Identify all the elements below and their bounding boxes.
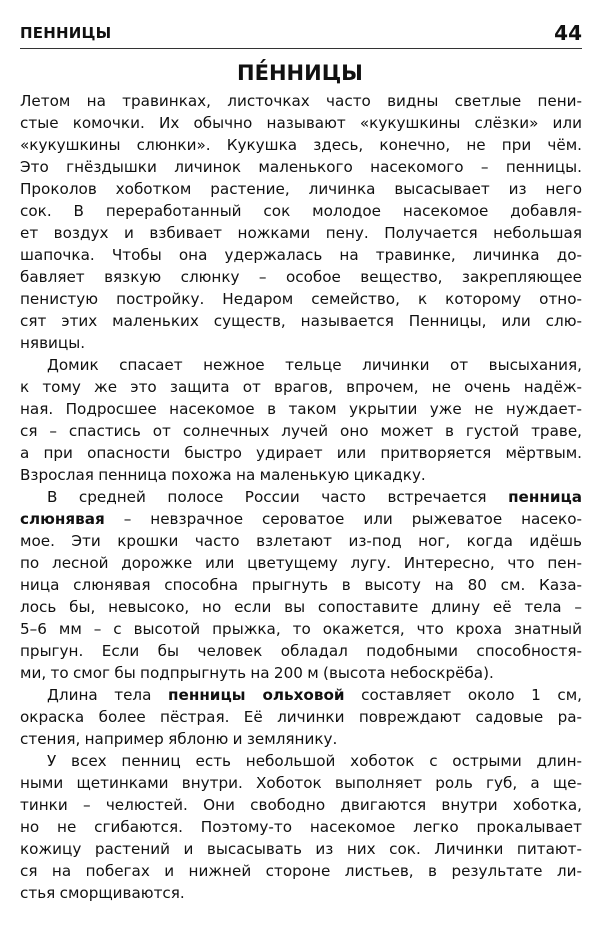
text-line [20,442,582,464]
text-line [20,706,582,728]
text-segment: пенистую постройку. Недаром семейство, к которому отно- [20,290,582,308]
text-segment: шапочка. Чтобы она удержалась на травинке, личинка до- [20,246,582,264]
text-line [20,90,582,112]
text-segment: бавляет вязкую слюнку – особое вещество, закрепляющее [20,268,582,286]
text-line [20,838,582,860]
text-line [20,794,582,816]
running-header [20,18,582,49]
text-segment: окраска более пёстрая. Её личинки повреждают садовые ра- [20,708,582,726]
paragraph [20,750,582,904]
article-title: ПЕ́ННИЦЫ [237,61,363,85]
text-segment: прыгун. Если бы человек обладал подобными способностя- [20,642,582,660]
bold-term: пенница [508,488,582,506]
bold-term: слюнявая [20,510,105,528]
article-body [20,90,582,904]
text-line [20,332,582,354]
text-segment: «кукушкины слюнки». Кукушка здесь, конечно, не при чём. [20,136,582,154]
text-line [20,552,582,574]
page-number: 44 [554,21,582,45]
text-segment: сок. В переработанный сок молодое насекомое добавля- [20,202,582,220]
text-line [20,288,582,310]
text-segment: – невзрачное сероватое или рыжеватое насеко- [104,510,582,528]
text-segment: ными щетинками внутри. Хоботок выполняет роль губ, а ще- [20,774,582,792]
text-segment: стые комочки. Их обычно называют «кукушкины слёзки» или [20,114,582,132]
text-line [20,222,582,244]
text-line [20,662,582,684]
text-segment: ся – спастись от солнечных лучей оно может в густой траве, [20,422,582,440]
text-segment: кожицу растений и высасывать из них сок. Личинки питают- [20,840,582,858]
text-line [20,618,582,640]
text-line [20,816,582,838]
text-segment: составляет около 1 см, [344,686,583,704]
text-line [20,134,582,156]
text-segment: сят этих маленьких существ, называется Пенницы, или слю- [20,312,582,330]
text-line [20,354,582,376]
text-segment: Летом на травинках, листочках часто видны светлые пени- [20,92,582,110]
text-segment: ми, то смог бы подпрыгнуть на 200 м (высота небоскрёба). [20,664,494,682]
text-line [20,596,582,618]
paragraph [20,90,582,354]
text-segment: Длина тела [47,686,169,704]
text-line [20,112,582,134]
text-line [20,376,582,398]
text-line [20,178,582,200]
text-segment: ная. Подросшее насекомое в таком укрытии уже не нуждает- [20,400,582,418]
text-line [20,640,582,662]
text-segment: ет воздух и взбивает ножками пену. Получается небольшая [20,224,582,242]
text-segment: стья сморщиваются. [20,884,185,902]
paragraph [20,354,582,486]
text-line [20,508,582,530]
text-segment: Домик спасает нежное тельце личинки от высыхания, [47,356,582,374]
paragraph [20,486,582,684]
text-line [20,728,582,750]
text-line [20,574,582,596]
text-segment: Проколов хоботком растение, личинка высасывает из него [20,180,582,198]
text-segment: У всех пенниц есть небольшой хоботок с острыми длин- [47,752,582,770]
text-line [20,398,582,420]
text-segment: В средней полосе России часто встречается [47,488,509,506]
text-segment: Взрослая пенница похожа на маленькую цикадку. [20,466,426,484]
text-segment: мое. Эти крошки часто взлетают из-под ног, когда идёшь [20,532,582,550]
text-segment: стения, например яблоню и землянику. [20,730,338,748]
text-line [20,882,582,904]
text-line [20,266,582,288]
text-line [20,420,582,442]
text-segment: по лесной дорожке или цветущему лугу. Интересно, что пен- [20,554,582,572]
text-segment: ница слюнявая способна прыгнуть в высоту на 80 см. Каза- [20,576,582,594]
text-segment: а при опасности быстро удирает или притворяется мёртвым. [20,444,582,462]
paragraph [20,684,582,750]
text-segment: но не сгибаются. Поэтому-то насекомое легко прокалывает [20,818,582,836]
text-segment: 5–6 мм – с высотой прыжка, то окажется, что кроха знатный [20,620,582,638]
text-line [20,156,582,178]
text-line [20,244,582,266]
text-segment: к тому же это защита от врагов, впрочем, не очень надёж- [20,378,582,396]
text-line [20,464,582,486]
text-line [20,750,582,772]
text-line [20,772,582,794]
text-line [20,200,582,222]
text-line [20,310,582,332]
text-line [20,486,582,508]
bold-term: пенницы ольховой [168,686,345,704]
text-line [20,530,582,552]
text-line [20,684,582,706]
text-segment: ся на побегах и нижней стороне листьев, в результате ли- [20,862,582,880]
running-header-section: ПЕННИЦЫ [20,24,112,42]
text-segment: лось бы, невысоко, но если вы сопоставите длину её тела – [20,598,582,616]
text-segment: тинки – челюстей. Они свободно двигаются внутри хоботка, [20,796,582,814]
text-segment: нявицы. [20,334,86,352]
text-segment: Это гнёздышки личинок маленького насекомого – пенницы. [20,158,582,176]
text-line [20,860,582,882]
